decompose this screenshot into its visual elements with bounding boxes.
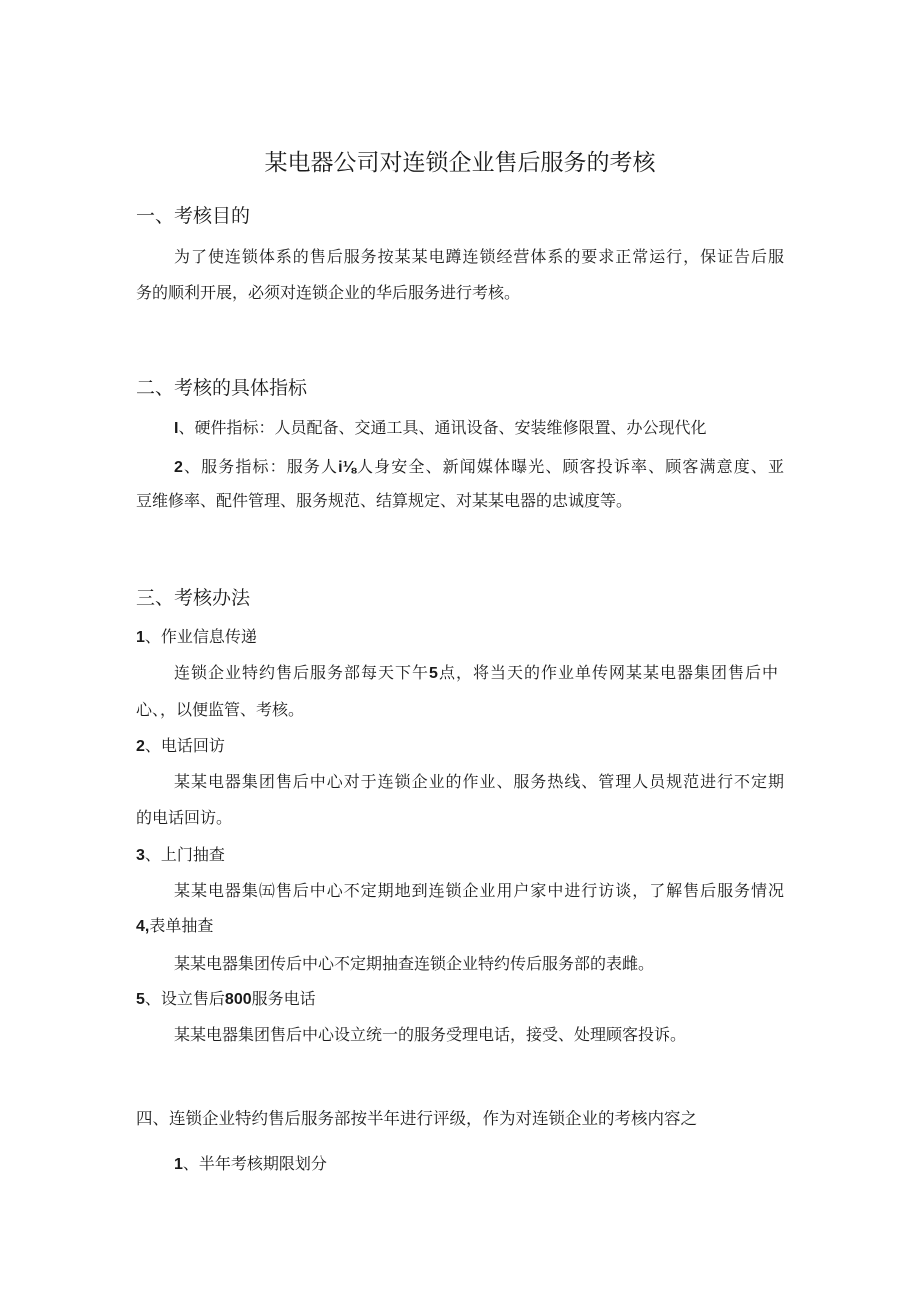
section-4-item-1 bbox=[174, 1152, 327, 1177]
method-1-title bbox=[136, 625, 257, 650]
section-1-paragraph-line-1: 为了使连锁体系的售后服务按某某电蹲连锁经营体系的要求正常运行，保证告后服 bbox=[174, 247, 784, 266]
item-text: 、上门抽查 bbox=[144, 845, 225, 864]
item-text: 、硬件指标：人员配备、交通工具、通讯设备、安装维修限置、办公现代化 bbox=[178, 418, 707, 437]
item-number: 2 bbox=[136, 738, 145, 755]
item-text: 点，将当天的作业单传网某某电器集团售后中 bbox=[437, 663, 778, 682]
page-title: 某电器公司对连锁企业售后服务的考核 bbox=[264, 150, 656, 176]
item-number: 5 bbox=[136, 991, 145, 1008]
section-4-heading: 四、连锁企业特约售后服务部按半年进行评级，作为对连锁企业的考核内容之 bbox=[136, 1109, 697, 1128]
section-2-item-1 bbox=[174, 416, 706, 441]
method-3-line-1: 某某电器集㈤售后中心不定期地到连锁企业用户家中进行访谈，了解售后服务情况 bbox=[174, 881, 784, 900]
item-text: 人身安全、新闻媒体曝光、顾客投诉率、顾客满意度、亚 bbox=[355, 457, 784, 476]
item-number: 4, bbox=[136, 918, 150, 935]
item-text: 、半年考核期限划分 bbox=[182, 1154, 327, 1173]
item-number: 3 bbox=[136, 847, 145, 864]
section-2-heading: 二、考核的具体指标 bbox=[136, 377, 308, 399]
item-number: 1 bbox=[136, 629, 145, 646]
item-number: 2 bbox=[174, 459, 183, 476]
item-text: 表单抽查 bbox=[149, 916, 214, 935]
item-text: 服务电话 bbox=[251, 989, 316, 1008]
section-3-heading: 三、考核办法 bbox=[136, 587, 251, 609]
item-number: 800 bbox=[224, 991, 252, 1008]
method-2-line-2: 的电话回访。 bbox=[136, 808, 233, 827]
method-3-title bbox=[136, 843, 225, 868]
method-4-title bbox=[136, 914, 213, 939]
item-text: 、作业信息传递 bbox=[144, 627, 257, 646]
item-number: 1 bbox=[174, 1156, 183, 1173]
item-text: 、设立售后 bbox=[144, 989, 225, 1008]
method-2-title bbox=[136, 734, 225, 759]
item-number: I bbox=[174, 420, 179, 437]
item-glyph: i⅛ bbox=[338, 459, 356, 476]
method-1-line-1 bbox=[174, 661, 778, 686]
method-1-line-2: 心、，以便监管、考核。 bbox=[136, 700, 305, 719]
item-text: 连锁企业特约售后服务部每天下午 bbox=[174, 663, 430, 682]
section-1-heading: 一、考核目的 bbox=[136, 205, 251, 227]
item-text: 、电话回访 bbox=[144, 736, 225, 755]
section-2-item-2-line-2: 豆维修率、配件管理、服务规范、结算规定、对某某电器的忠诚度等。 bbox=[136, 491, 633, 510]
method-2-line-1: 某某电器集团售后中心对于连锁企业的作业、服务热线、管理人员规范进行不定期 bbox=[174, 772, 784, 791]
item-number: 5 bbox=[429, 665, 438, 682]
method-5-line-1: 某某电器集团售后中心设立统一的服务受理电话，接受、处理顾客投诉。 bbox=[174, 1025, 687, 1044]
section-1-paragraph-line-2: 务的顺利开展，必须对连锁企业的华后服务进行考核。 bbox=[136, 283, 521, 302]
method-5-title bbox=[136, 987, 316, 1012]
method-4-line-1: 某某电器集团传后中心不定期抽查连锁企业特约传后服务部的表雌。 bbox=[174, 954, 655, 973]
item-text: 、服务指标：服务人 bbox=[182, 457, 339, 476]
section-2-item-2-line-1 bbox=[174, 455, 784, 480]
